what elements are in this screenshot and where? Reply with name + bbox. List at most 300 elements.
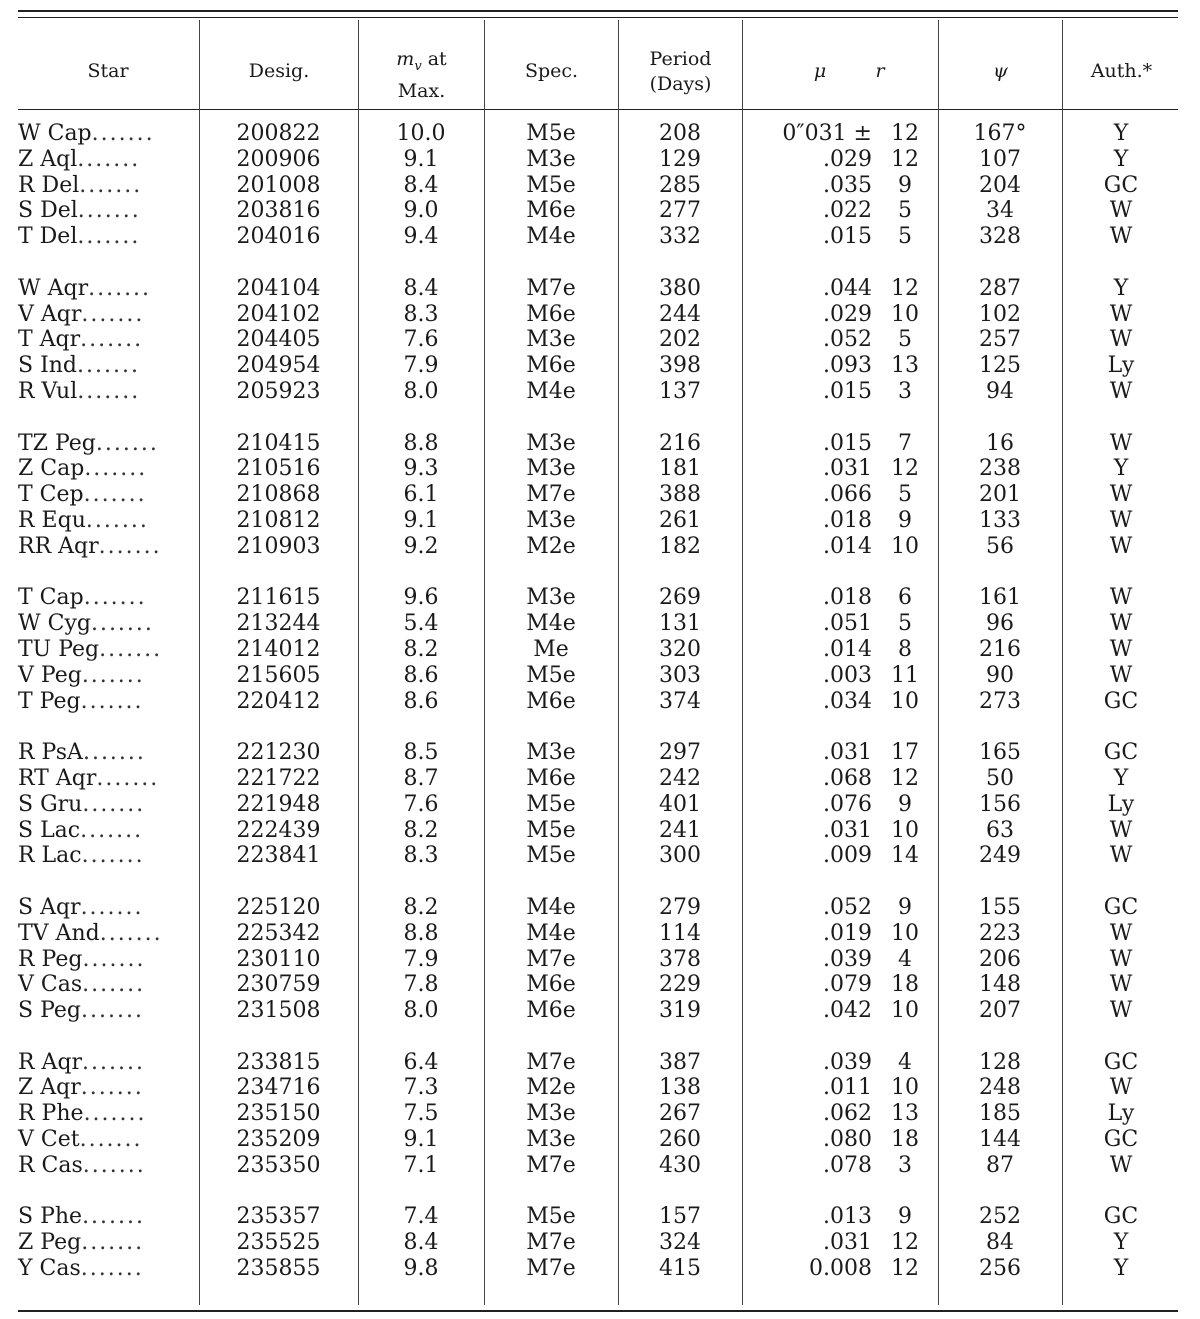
bottom-rule bbox=[18, 1310, 1178, 1312]
header-auth: Auth.* bbox=[1090, 60, 1153, 82]
table-row bbox=[18, 534, 1180, 560]
mu-cell: .019 bbox=[823, 920, 872, 946]
auth-cell: Y bbox=[1113, 456, 1129, 482]
r-cell: 5 bbox=[898, 198, 912, 224]
spec-cell: M5e bbox=[526, 662, 576, 688]
auth-cell: GC bbox=[1103, 1204, 1139, 1230]
desig-cell: 234716 bbox=[236, 1075, 321, 1101]
star-name: RR Aqr bbox=[18, 533, 99, 559]
mv-cell: 8.0 bbox=[403, 998, 439, 1024]
table-row bbox=[18, 611, 1180, 637]
desig-cell: 200906 bbox=[236, 146, 321, 172]
leader-dots: ....... bbox=[82, 1204, 146, 1230]
r-cell: 4 bbox=[898, 1049, 912, 1075]
leader-dots: ....... bbox=[91, 121, 155, 146]
period-cell: 129 bbox=[659, 146, 701, 172]
leader-dots: ....... bbox=[84, 456, 148, 482]
r-cell: 12 bbox=[891, 456, 919, 482]
mv-cell: 7.6 bbox=[403, 327, 439, 353]
desig-cell: 210903 bbox=[236, 533, 321, 559]
table-row bbox=[18, 431, 1180, 457]
mu-cell: .014 bbox=[823, 636, 872, 662]
mv-cell: 8.8 bbox=[403, 430, 439, 456]
star-name: R Peg bbox=[18, 946, 83, 972]
psi-cell: 216 bbox=[979, 636, 1021, 662]
table-row bbox=[18, 302, 1180, 328]
mu-cell: .015 bbox=[823, 430, 872, 456]
star-name: Z Cap bbox=[18, 456, 85, 482]
desig-cell: 210868 bbox=[236, 482, 321, 508]
period-cell: 261 bbox=[659, 507, 701, 533]
auth-cell: W bbox=[1109, 301, 1133, 327]
leader-dots: ....... bbox=[82, 972, 146, 998]
auth-cell: W bbox=[1109, 198, 1133, 224]
spec-cell: M3e bbox=[526, 456, 576, 482]
mu-cell: .013 bbox=[823, 1204, 872, 1230]
mu-cell: .011 bbox=[823, 1075, 872, 1101]
period-cell: 242 bbox=[659, 765, 701, 791]
psi-cell: 87 bbox=[986, 1152, 1014, 1178]
header-period-line2: (Days) bbox=[649, 73, 712, 95]
group-spacer bbox=[18, 1024, 1180, 1050]
spec-cell: M3e bbox=[526, 740, 576, 766]
star-cell bbox=[18, 147, 199, 173]
psi-cell: 90 bbox=[986, 662, 1014, 688]
r-cell: 9 bbox=[898, 172, 912, 198]
star-name: R Equ bbox=[18, 507, 86, 533]
mu-cell: .039 bbox=[823, 946, 872, 972]
mv-cell: 8.6 bbox=[403, 688, 439, 714]
psi-cell: 16 bbox=[986, 430, 1014, 456]
period-cell: 269 bbox=[659, 585, 701, 611]
mu-cell: .039 bbox=[823, 1049, 872, 1075]
mu-cell: .093 bbox=[823, 353, 872, 379]
desig-cell: 204016 bbox=[236, 224, 321, 250]
table-row bbox=[18, 353, 1180, 379]
star-name: T Peg bbox=[18, 688, 81, 714]
desig-cell: 210415 bbox=[236, 430, 321, 456]
mv-cell: 8.6 bbox=[403, 662, 439, 688]
psi-cell: 128 bbox=[979, 1049, 1021, 1075]
table-row bbox=[18, 173, 1180, 199]
header-mu: μ bbox=[813, 60, 827, 82]
mv-cell: 8.7 bbox=[403, 765, 439, 791]
r-cell: 10 bbox=[891, 301, 919, 327]
header-rule bbox=[18, 109, 1178, 110]
leader-dots: ....... bbox=[77, 224, 141, 250]
period-cell: 297 bbox=[659, 740, 701, 766]
r-cell: 4 bbox=[898, 946, 912, 972]
star-cell bbox=[18, 766, 199, 792]
spec-cell: M6e bbox=[526, 301, 576, 327]
star-name: V Aqr bbox=[18, 301, 82, 327]
r-cell: 10 bbox=[891, 920, 919, 946]
mv-cell: 8.2 bbox=[403, 894, 439, 920]
spec-cell: M3e bbox=[526, 146, 576, 172]
table-row bbox=[18, 1256, 1180, 1282]
mu-cell: .066 bbox=[823, 482, 872, 508]
star-cell bbox=[18, 1256, 199, 1282]
auth-cell: GC bbox=[1103, 1127, 1139, 1153]
mv-cell: 8.2 bbox=[403, 636, 439, 662]
leader-dots: ....... bbox=[80, 998, 144, 1024]
header-mv-sub: v bbox=[414, 58, 422, 74]
table-row bbox=[18, 327, 1180, 353]
r-cell: 12 bbox=[891, 1256, 919, 1282]
psi-cell: 238 bbox=[979, 456, 1021, 482]
spec-cell: M7e bbox=[526, 482, 576, 508]
mv-cell: 7.5 bbox=[403, 1101, 439, 1127]
table-row bbox=[18, 198, 1180, 224]
header-star: Star bbox=[87, 60, 129, 82]
desig-cell: 221948 bbox=[236, 791, 321, 817]
star-cell bbox=[18, 1050, 199, 1076]
star-cell bbox=[18, 431, 199, 457]
star-name: R Cas bbox=[18, 1152, 83, 1178]
r-cell: 18 bbox=[891, 1127, 919, 1153]
auth-cell: W bbox=[1109, 327, 1133, 353]
mu-cell: .009 bbox=[823, 843, 872, 869]
table-row bbox=[18, 1153, 1180, 1179]
desig-cell: 213244 bbox=[236, 611, 321, 637]
star-cell bbox=[18, 740, 199, 766]
star-cell bbox=[18, 921, 199, 947]
leader-dots: ....... bbox=[80, 894, 144, 920]
period-cell: 138 bbox=[659, 1075, 701, 1101]
period-cell: 181 bbox=[659, 456, 701, 482]
star-name: RT Aqr bbox=[18, 765, 97, 791]
spec-cell: M4e bbox=[526, 920, 576, 946]
leader-dots: ....... bbox=[85, 507, 149, 533]
leader-dots: ....... bbox=[81, 301, 145, 327]
psi-cell: 148 bbox=[979, 972, 1021, 998]
auth-cell: Y bbox=[1113, 275, 1129, 301]
psi-cell: 256 bbox=[979, 1256, 1021, 1282]
table-row bbox=[18, 276, 1180, 302]
mu-cell: .035 bbox=[823, 172, 872, 198]
mu-cell: .034 bbox=[823, 688, 872, 714]
leader-dots: ....... bbox=[99, 920, 163, 946]
psi-cell: 257 bbox=[979, 327, 1021, 353]
desig-cell: 214012 bbox=[236, 636, 321, 662]
header-period bbox=[619, 47, 742, 97]
period-cell: 137 bbox=[659, 378, 701, 404]
table-row bbox=[18, 147, 1180, 173]
desig-cell: 225342 bbox=[236, 920, 321, 946]
mu-cell: .031 bbox=[823, 456, 872, 482]
star-cell bbox=[18, 663, 199, 689]
spec-cell: M6e bbox=[526, 688, 576, 714]
spec-cell: M3e bbox=[526, 1101, 576, 1127]
leader-dots: ....... bbox=[77, 198, 141, 224]
mv-cell: 8.4 bbox=[403, 275, 439, 301]
mv-cell: 9.2 bbox=[403, 533, 439, 559]
star-cell bbox=[18, 456, 199, 482]
table-row bbox=[18, 947, 1180, 973]
auth-cell: Ly bbox=[1107, 1101, 1135, 1127]
r-cell: 10 bbox=[891, 817, 919, 843]
table-row bbox=[18, 792, 1180, 818]
star-name: Z Aql bbox=[18, 146, 78, 172]
star-name: Y Cas bbox=[18, 1256, 81, 1282]
period-cell: 374 bbox=[659, 688, 701, 714]
mv-cell: 8.4 bbox=[403, 1230, 439, 1256]
spec-cell: M4e bbox=[526, 378, 576, 404]
r-cell: 3 bbox=[898, 378, 912, 404]
auth-cell: W bbox=[1109, 998, 1133, 1024]
table-row bbox=[18, 482, 1180, 508]
r-cell: 10 bbox=[891, 1075, 919, 1101]
leader-dots: ....... bbox=[80, 688, 144, 714]
r-cell: 7 bbox=[898, 430, 912, 456]
mu-cell: 0″031 ± bbox=[782, 121, 872, 146]
star-name: R Del bbox=[18, 172, 80, 198]
table-row bbox=[18, 921, 1180, 947]
r-cell: 12 bbox=[891, 275, 919, 301]
desig-cell: 230759 bbox=[236, 972, 321, 998]
leader-dots: ....... bbox=[83, 482, 147, 508]
leader-dots: ....... bbox=[98, 533, 162, 559]
leader-dots: ....... bbox=[80, 1256, 144, 1282]
leader-dots: ....... bbox=[81, 843, 145, 869]
period-cell: 319 bbox=[659, 998, 701, 1024]
auth-cell: Ly bbox=[1107, 791, 1135, 817]
spec-cell: M6e bbox=[526, 765, 576, 791]
psi-cell: 167° bbox=[973, 121, 1027, 146]
group-spacer bbox=[18, 869, 1180, 895]
spec-cell: M6e bbox=[526, 198, 576, 224]
psi-cell: 156 bbox=[979, 791, 1021, 817]
desig-cell: 221230 bbox=[236, 740, 321, 766]
leader-dots: ....... bbox=[81, 1230, 145, 1256]
desig-cell: 205923 bbox=[236, 378, 321, 404]
period-cell: 267 bbox=[659, 1101, 701, 1127]
period-cell: 131 bbox=[659, 611, 701, 637]
spec-cell: M7e bbox=[526, 1152, 576, 1178]
mv-cell: 9.3 bbox=[403, 456, 439, 482]
auth-cell: W bbox=[1109, 533, 1133, 559]
desig-cell: 210812 bbox=[236, 507, 321, 533]
mu-cell: .015 bbox=[823, 378, 872, 404]
mu-cell: .029 bbox=[823, 146, 872, 172]
leader-dots: ....... bbox=[77, 353, 140, 379]
auth-cell: Y bbox=[1113, 1230, 1129, 1256]
r-cell: 12 bbox=[891, 146, 919, 172]
desig-cell: 200822 bbox=[236, 121, 321, 146]
auth-cell: GC bbox=[1103, 894, 1139, 920]
psi-cell: 207 bbox=[979, 998, 1021, 1024]
auth-cell: W bbox=[1109, 585, 1133, 611]
star-cell bbox=[18, 534, 199, 560]
r-cell: 9 bbox=[898, 1204, 912, 1230]
spec-cell: M5e bbox=[526, 121, 576, 146]
period-cell: 208 bbox=[659, 121, 701, 146]
psi-cell: 94 bbox=[986, 378, 1014, 404]
star-cell bbox=[18, 1127, 199, 1153]
star-cell bbox=[18, 947, 199, 973]
r-cell: 12 bbox=[891, 1230, 919, 1256]
star-name: S Aqr bbox=[18, 894, 81, 920]
star-name: TV And bbox=[18, 920, 100, 946]
group-spacer bbox=[18, 560, 1180, 586]
psi-cell: 204 bbox=[979, 172, 1021, 198]
mu-cell: .031 bbox=[823, 1230, 872, 1256]
period-cell: 401 bbox=[659, 791, 701, 817]
star-name: V Cet bbox=[18, 1127, 80, 1153]
spec-cell: M3e bbox=[526, 585, 576, 611]
spec-cell: M5e bbox=[526, 817, 576, 843]
desig-cell: 221722 bbox=[236, 765, 321, 791]
mu-cell: .018 bbox=[823, 585, 872, 611]
period-cell: 324 bbox=[659, 1230, 701, 1256]
header-mv bbox=[359, 47, 484, 104]
group-spacer bbox=[18, 405, 1180, 431]
star-name: Z Aqr bbox=[18, 1075, 81, 1101]
psi-cell: 165 bbox=[979, 740, 1021, 766]
r-cell: 18 bbox=[891, 972, 919, 998]
period-cell: 182 bbox=[659, 533, 701, 559]
psi-cell: 252 bbox=[979, 1204, 1021, 1230]
top-rule-thin bbox=[18, 17, 1178, 18]
leader-dots: ....... bbox=[77, 146, 141, 172]
period-cell: 388 bbox=[659, 482, 701, 508]
auth-cell: GC bbox=[1103, 740, 1139, 766]
star-cell bbox=[18, 689, 199, 715]
mv-cell: 7.9 bbox=[403, 946, 439, 972]
mu-cell: .022 bbox=[823, 198, 872, 224]
period-cell: 398 bbox=[659, 353, 701, 379]
desig-cell: 235350 bbox=[236, 1152, 321, 1178]
mu-cell: .042 bbox=[823, 998, 872, 1024]
leader-dots: ....... bbox=[83, 585, 147, 611]
star-name: S Lac bbox=[18, 817, 81, 843]
table-row bbox=[18, 1204, 1180, 1230]
auth-cell: W bbox=[1109, 1075, 1133, 1101]
psi-cell: 223 bbox=[979, 920, 1021, 946]
group-spacer bbox=[18, 714, 1180, 740]
spec-cell: M3e bbox=[526, 430, 576, 456]
star-cell bbox=[18, 173, 199, 199]
auth-cell: GC bbox=[1103, 172, 1139, 198]
star-name: TZ Peg bbox=[18, 430, 96, 456]
auth-cell: W bbox=[1109, 482, 1133, 508]
desig-cell: 223841 bbox=[236, 843, 321, 869]
r-cell: 3 bbox=[898, 1152, 912, 1178]
table-row bbox=[18, 766, 1180, 792]
period-cell: 285 bbox=[659, 172, 701, 198]
star-cell bbox=[18, 843, 199, 869]
top-rule bbox=[18, 10, 1178, 12]
r-cell: 9 bbox=[898, 791, 912, 817]
desig-cell: 235855 bbox=[236, 1256, 321, 1282]
table-row bbox=[18, 1075, 1180, 1101]
mv-cell: 9.0 bbox=[403, 198, 439, 224]
header-mv-suffix: at bbox=[421, 48, 447, 70]
mv-cell: 7.4 bbox=[403, 1204, 439, 1230]
header-psi: ψ bbox=[993, 60, 1008, 82]
auth-cell: Y bbox=[1113, 121, 1129, 146]
auth-cell: W bbox=[1109, 224, 1133, 250]
auth-cell: GC bbox=[1103, 1049, 1139, 1075]
desig-cell: 235357 bbox=[236, 1204, 321, 1230]
r-cell: 14 bbox=[891, 843, 919, 869]
desig-cell: 222439 bbox=[236, 817, 321, 843]
r-cell: 17 bbox=[891, 740, 919, 766]
mv-cell: 7.3 bbox=[403, 1075, 439, 1101]
period-cell: 157 bbox=[659, 1204, 701, 1230]
mv-cell: 10.0 bbox=[396, 121, 446, 146]
mv-cell: 6.1 bbox=[403, 482, 439, 508]
psi-cell: 96 bbox=[986, 611, 1014, 637]
star-cell bbox=[18, 637, 199, 663]
psi-cell: 63 bbox=[986, 817, 1014, 843]
mu-cell: .051 bbox=[823, 611, 872, 637]
mu-cell: .062 bbox=[823, 1101, 872, 1127]
leader-dots: ....... bbox=[88, 275, 152, 301]
period-cell: 202 bbox=[659, 327, 701, 353]
mv-cell: 7.1 bbox=[403, 1152, 439, 1178]
auth-cell: GC bbox=[1103, 688, 1139, 714]
table-row bbox=[18, 121, 1180, 147]
star-name: V Peg bbox=[18, 662, 82, 688]
group-spacer bbox=[18, 250, 1180, 276]
mu-cell: .052 bbox=[823, 327, 872, 353]
leader-dots: ....... bbox=[95, 430, 159, 456]
star-cell bbox=[18, 508, 199, 534]
period-cell: 303 bbox=[659, 662, 701, 688]
mu-cell: .080 bbox=[823, 1127, 872, 1153]
table-row bbox=[18, 456, 1180, 482]
leader-dots: ....... bbox=[79, 1127, 143, 1153]
spec-cell: M6e bbox=[526, 353, 576, 379]
table-row bbox=[18, 895, 1180, 921]
spec-cell: Me bbox=[533, 636, 569, 662]
auth-cell: Ly bbox=[1107, 353, 1135, 379]
mv-cell: 7.6 bbox=[403, 791, 439, 817]
period-cell: 277 bbox=[659, 198, 701, 224]
table-row bbox=[18, 663, 1180, 689]
r-cell: 12 bbox=[891, 765, 919, 791]
r-cell: 5 bbox=[898, 611, 912, 637]
table-row bbox=[18, 1101, 1180, 1127]
r-cell: 11 bbox=[891, 662, 919, 688]
star-cell bbox=[18, 1075, 199, 1101]
group-spacer bbox=[18, 1179, 1180, 1205]
spec-cell: M7e bbox=[526, 275, 576, 301]
spec-cell: M6e bbox=[526, 998, 576, 1024]
mv-cell: 8.0 bbox=[403, 378, 439, 404]
period-cell: 387 bbox=[659, 1049, 701, 1075]
spec-cell: M7e bbox=[526, 1256, 576, 1282]
mu-cell: .078 bbox=[823, 1152, 872, 1178]
spec-cell: M7e bbox=[526, 946, 576, 972]
star-name: R Vul bbox=[18, 378, 78, 404]
desig-cell: 201008 bbox=[236, 172, 321, 198]
spec-cell: M7e bbox=[526, 1049, 576, 1075]
mv-cell: 9.1 bbox=[403, 507, 439, 533]
star-cell bbox=[18, 327, 199, 353]
leader-dots: ....... bbox=[80, 817, 144, 843]
psi-cell: 34 bbox=[986, 198, 1014, 224]
data-table bbox=[18, 121, 1180, 1282]
mu-cell: .068 bbox=[823, 765, 872, 791]
psi-cell: 50 bbox=[986, 765, 1014, 791]
period-cell: 241 bbox=[659, 817, 701, 843]
desig-cell: 204954 bbox=[236, 353, 321, 379]
star-cell bbox=[18, 998, 199, 1024]
psi-cell: 56 bbox=[986, 533, 1014, 559]
period-cell: 229 bbox=[659, 972, 701, 998]
